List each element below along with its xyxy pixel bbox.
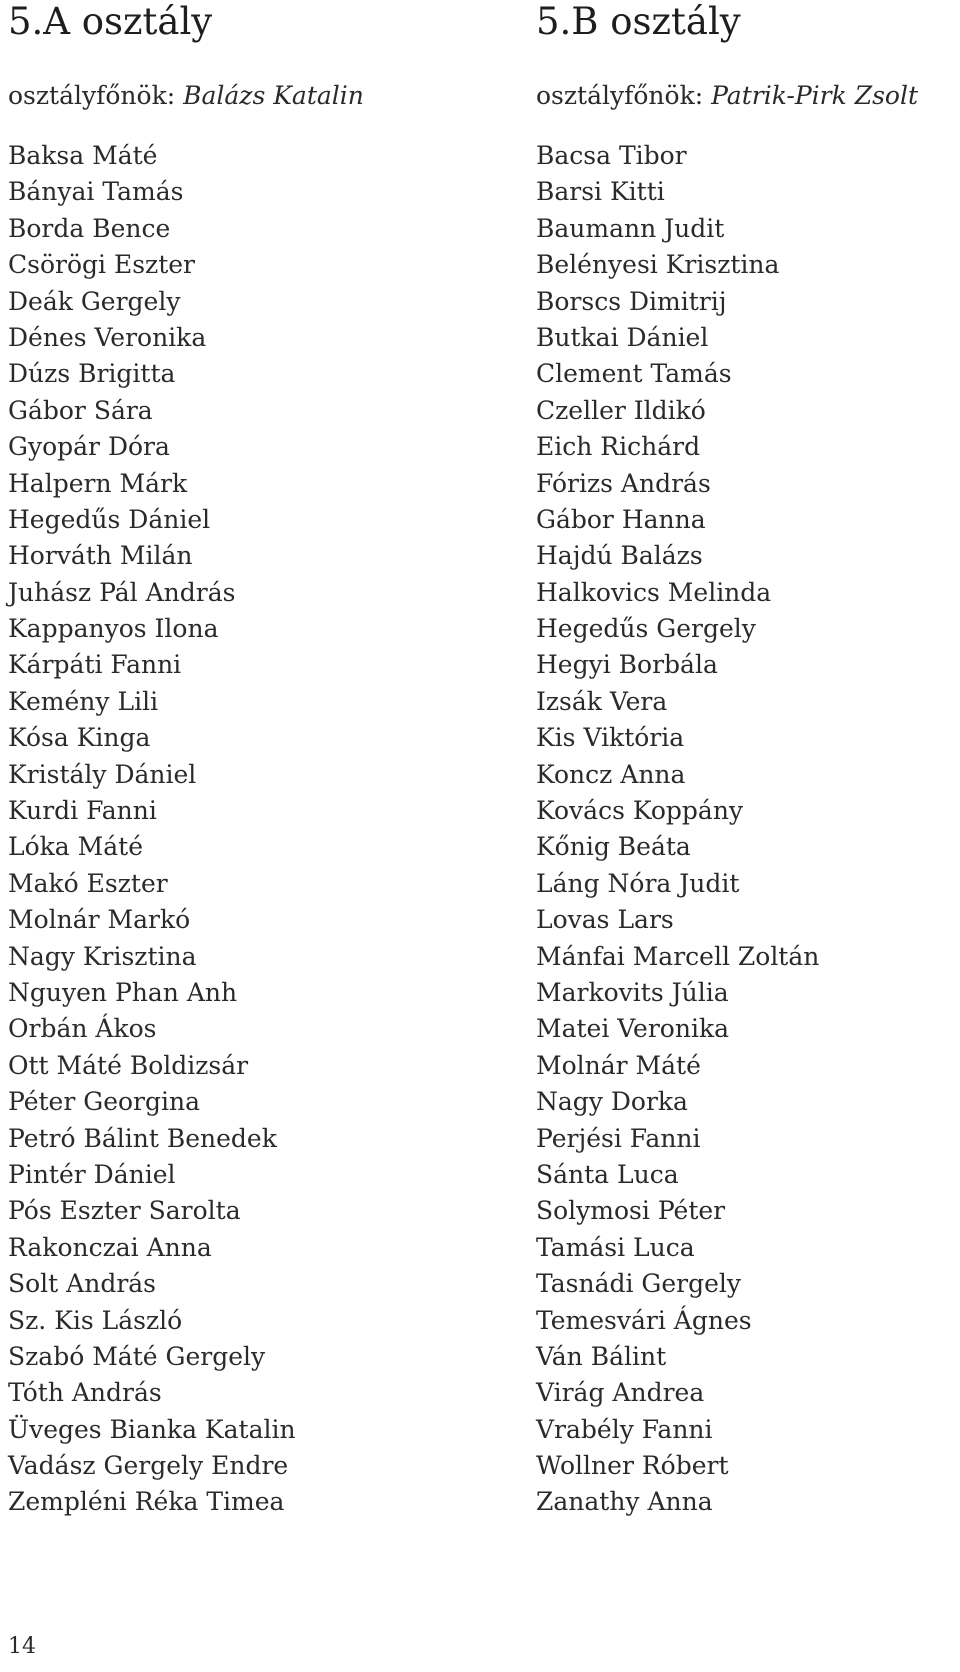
student-name: Temesvári Ágnes xyxy=(536,1305,752,1335)
student-name: Gábor Sára xyxy=(8,395,153,425)
student-name: Sz. Kis László xyxy=(8,1305,183,1335)
student-name: Orbán Ákos xyxy=(8,1014,157,1044)
student-list xyxy=(8,138,296,1521)
student-name: Zanathy Anna xyxy=(536,1487,713,1517)
student-name: Lovas Lars xyxy=(536,905,674,935)
student-name: Péter Georgina xyxy=(8,1087,201,1117)
student-name: Hajdú Balázs xyxy=(536,541,703,571)
student-name: Petró Bálint Benedek xyxy=(8,1123,277,1153)
student-name: Izsák Vera xyxy=(536,686,668,716)
teacher-label: osztályfőnök: xyxy=(536,81,704,110)
student-name: Gábor Hanna xyxy=(536,504,706,534)
student-name: Kőnig Beáta xyxy=(536,832,691,862)
student-name: Nagy Dorka xyxy=(536,1087,688,1117)
class-5b-column xyxy=(536,0,919,1517)
student-name: Lóka Máté xyxy=(8,832,143,862)
student-name: Matei Veronika xyxy=(536,1014,729,1044)
student-name: Sánta Luca xyxy=(536,1159,679,1189)
student-name: Ott Máté Boldizsár xyxy=(8,1050,249,1080)
student-name: Üveges Bianka Katalin xyxy=(8,1414,296,1444)
student-name: Tamási Luca xyxy=(536,1232,695,1262)
student-name: Dúzs Brigitta xyxy=(8,359,176,389)
student-name: Kristály Dániel xyxy=(8,759,197,789)
student-name: Belényesi Krisztina xyxy=(536,250,780,280)
student-name: Butkai Dániel xyxy=(536,322,709,352)
student-name: Fórizs András xyxy=(536,468,711,498)
student-name: Bacsa Tibor xyxy=(536,141,687,170)
student-name: Nagy Krisztina xyxy=(8,941,197,971)
student-name: Kemény Lili xyxy=(8,686,159,716)
student-name: Juhász Pál András xyxy=(8,577,236,607)
student-name: Virág Andrea xyxy=(536,1378,705,1408)
student-name: Eich Richárd xyxy=(536,432,701,462)
teacher-label: osztályfőnök: xyxy=(8,81,176,110)
page-number: 14 xyxy=(8,1634,36,1659)
student-name: Zempléni Réka Timea xyxy=(8,1487,285,1517)
student-name: Solt András xyxy=(8,1269,157,1299)
student-name: Borscs Dimitrij xyxy=(536,286,727,316)
student-name: Mánfai Marcell Zoltán xyxy=(536,941,820,971)
student-name: Koncz Anna xyxy=(536,759,686,789)
student-name: Czeller Ildikó xyxy=(536,395,706,425)
student-name: Baumann Judit xyxy=(536,213,725,243)
student-name: Molnár Máté xyxy=(536,1050,701,1080)
student-name: Markovits Júlia xyxy=(536,977,729,1007)
student-name: Deák Gergely xyxy=(8,286,181,316)
student-name: Baksa Máté xyxy=(8,141,158,170)
student-name: Hegyi Borbála xyxy=(536,650,718,680)
student-name: Wollner Róbert xyxy=(536,1451,729,1481)
student-name: Szabó Máté Gergely xyxy=(8,1341,266,1371)
student-list xyxy=(536,138,819,1521)
student-name: Hegedűs Dániel xyxy=(8,504,211,534)
student-name: Kárpáti Fanni xyxy=(8,650,182,680)
student-name: Pós Eszter Sarolta xyxy=(8,1196,241,1226)
student-name: Kósa Kinga xyxy=(8,723,151,753)
class-teacher xyxy=(536,80,918,112)
class-title: 5.B osztály xyxy=(536,0,741,43)
student-name: Clement Tamás xyxy=(536,359,732,389)
student-name: Nguyen Phan Anh xyxy=(8,977,238,1007)
student-name: Csörögi Eszter xyxy=(8,250,195,280)
student-name: Kappanyos Ilona xyxy=(8,614,219,644)
student-name: Dénes Veronika xyxy=(8,322,207,352)
student-name: Láng Nóra Judit xyxy=(536,868,740,898)
student-name: Pintér Dániel xyxy=(8,1159,176,1189)
student-name: Tasnádi Gergely xyxy=(536,1269,742,1299)
student-name: Kurdi Fanni xyxy=(8,796,157,826)
student-name: Bányai Tamás xyxy=(8,177,184,207)
student-name: Halkovics Melinda xyxy=(536,577,772,607)
student-name: Rakonczai Anna xyxy=(8,1232,212,1262)
student-name: Perjési Fanni xyxy=(536,1123,701,1153)
student-name: Solymosi Péter xyxy=(536,1196,726,1226)
student-name: Tóth András xyxy=(8,1378,162,1408)
student-name: Hegedűs Gergely xyxy=(536,614,756,644)
class-5a-column xyxy=(8,0,364,1517)
student-name: Makó Eszter xyxy=(8,868,168,898)
student-name: Vrabély Fanni xyxy=(536,1414,713,1444)
student-name: Ván Bálint xyxy=(536,1341,667,1371)
student-name: Kis Viktória xyxy=(536,723,685,753)
student-name: Barsi Kitti xyxy=(536,177,665,207)
teacher-name: Patrik-Pirk Zsolt xyxy=(711,81,919,110)
student-name: Vadász Gergely Endre xyxy=(8,1451,289,1481)
student-name: Halpern Márk xyxy=(8,468,188,498)
class-title: 5.A osztály xyxy=(8,0,213,43)
student-name: Molnár Markó xyxy=(8,905,191,935)
student-name: Gyopár Dóra xyxy=(8,432,170,462)
teacher-name: Balázs Katalin xyxy=(183,81,364,110)
student-name: Borda Bence xyxy=(8,213,171,243)
student-name: Kovács Koppány xyxy=(536,796,744,826)
student-name: Horváth Milán xyxy=(8,541,193,571)
class-teacher xyxy=(8,80,364,112)
